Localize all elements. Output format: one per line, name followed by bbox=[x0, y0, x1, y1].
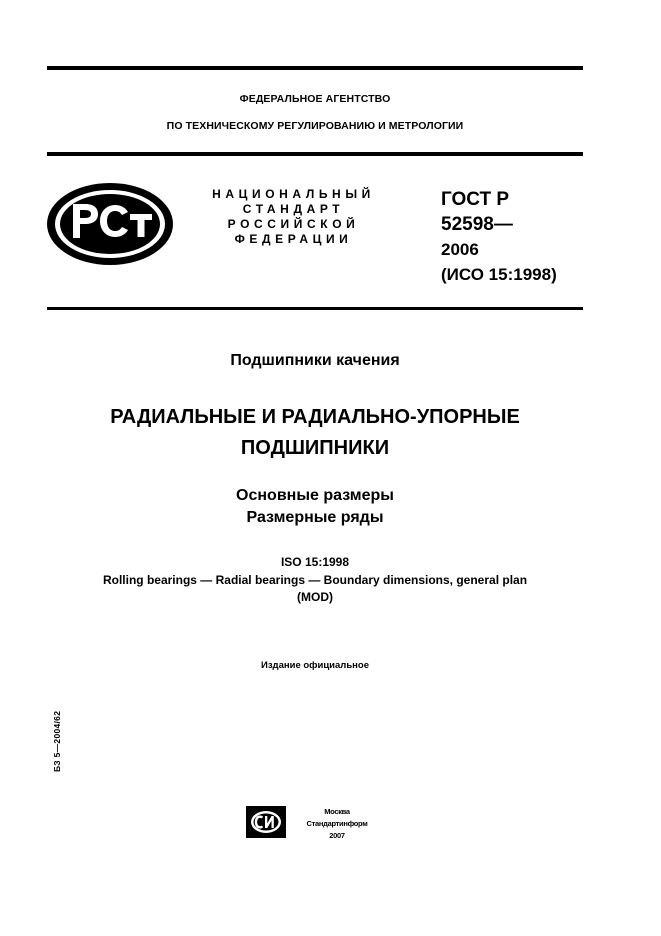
national-standard-line-4: ФЕДЕРАЦИИ bbox=[234, 232, 353, 246]
subtitle-line-2: Размерные ряды bbox=[246, 509, 384, 526]
agency-line-2: ПО ТЕХНИЧЕСКОМУ РЕГУЛИРОВАНИЮ И МЕТРОЛОГИИ bbox=[166, 120, 464, 132]
publisher-name: Стандартинформ bbox=[306, 819, 368, 828]
iso-code: ISO 15:1998 bbox=[280, 555, 350, 569]
iso-modification: (MOD) bbox=[297, 590, 333, 604]
iso-english-title: Rolling bearings — Radial bearings — Boundary dimensions, general plan bbox=[102, 573, 528, 587]
side-code: БЗ 5—2004/62 bbox=[52, 710, 62, 772]
main-title-line-2: ПОДШИПНИКИ bbox=[240, 437, 390, 459]
designation-line-2: 52598— bbox=[441, 214, 513, 235]
designation-rule bbox=[47, 307, 583, 310]
edition-label: Издание официальное bbox=[261, 660, 369, 671]
national-standard-line-1: НАЦИОНАЛЬНЫЙ bbox=[212, 187, 375, 201]
subtitle-line-1: Основные размеры bbox=[236, 487, 394, 504]
publisher-year: 2007 bbox=[329, 831, 345, 840]
rst-logo-icon bbox=[46, 182, 174, 266]
national-standard-line-3: РОССИЙСКОЙ bbox=[227, 217, 360, 231]
designation-line-1: ГОСТ Р bbox=[441, 189, 510, 210]
main-title-line-1: РАДИАЛЬНЫЕ И РАДИАЛЬНО-УПОРНЫЕ bbox=[110, 406, 520, 428]
publisher-city: Москва bbox=[324, 807, 350, 816]
agency-line-1: ФЕДЕРАЛЬНОЕ АГЕНТСТВО bbox=[239, 93, 391, 105]
national-standard-line-2: СТАНДАРТ bbox=[242, 202, 345, 216]
subject-title: Подшипники качения bbox=[230, 352, 400, 369]
standartinform-logo-icon bbox=[246, 806, 286, 838]
header-rule bbox=[47, 152, 583, 156]
designation-line-4: (ИСО 15:1998) bbox=[441, 265, 557, 284]
designation-line-3: 2006 bbox=[441, 240, 479, 259]
top-rule bbox=[47, 66, 583, 70]
